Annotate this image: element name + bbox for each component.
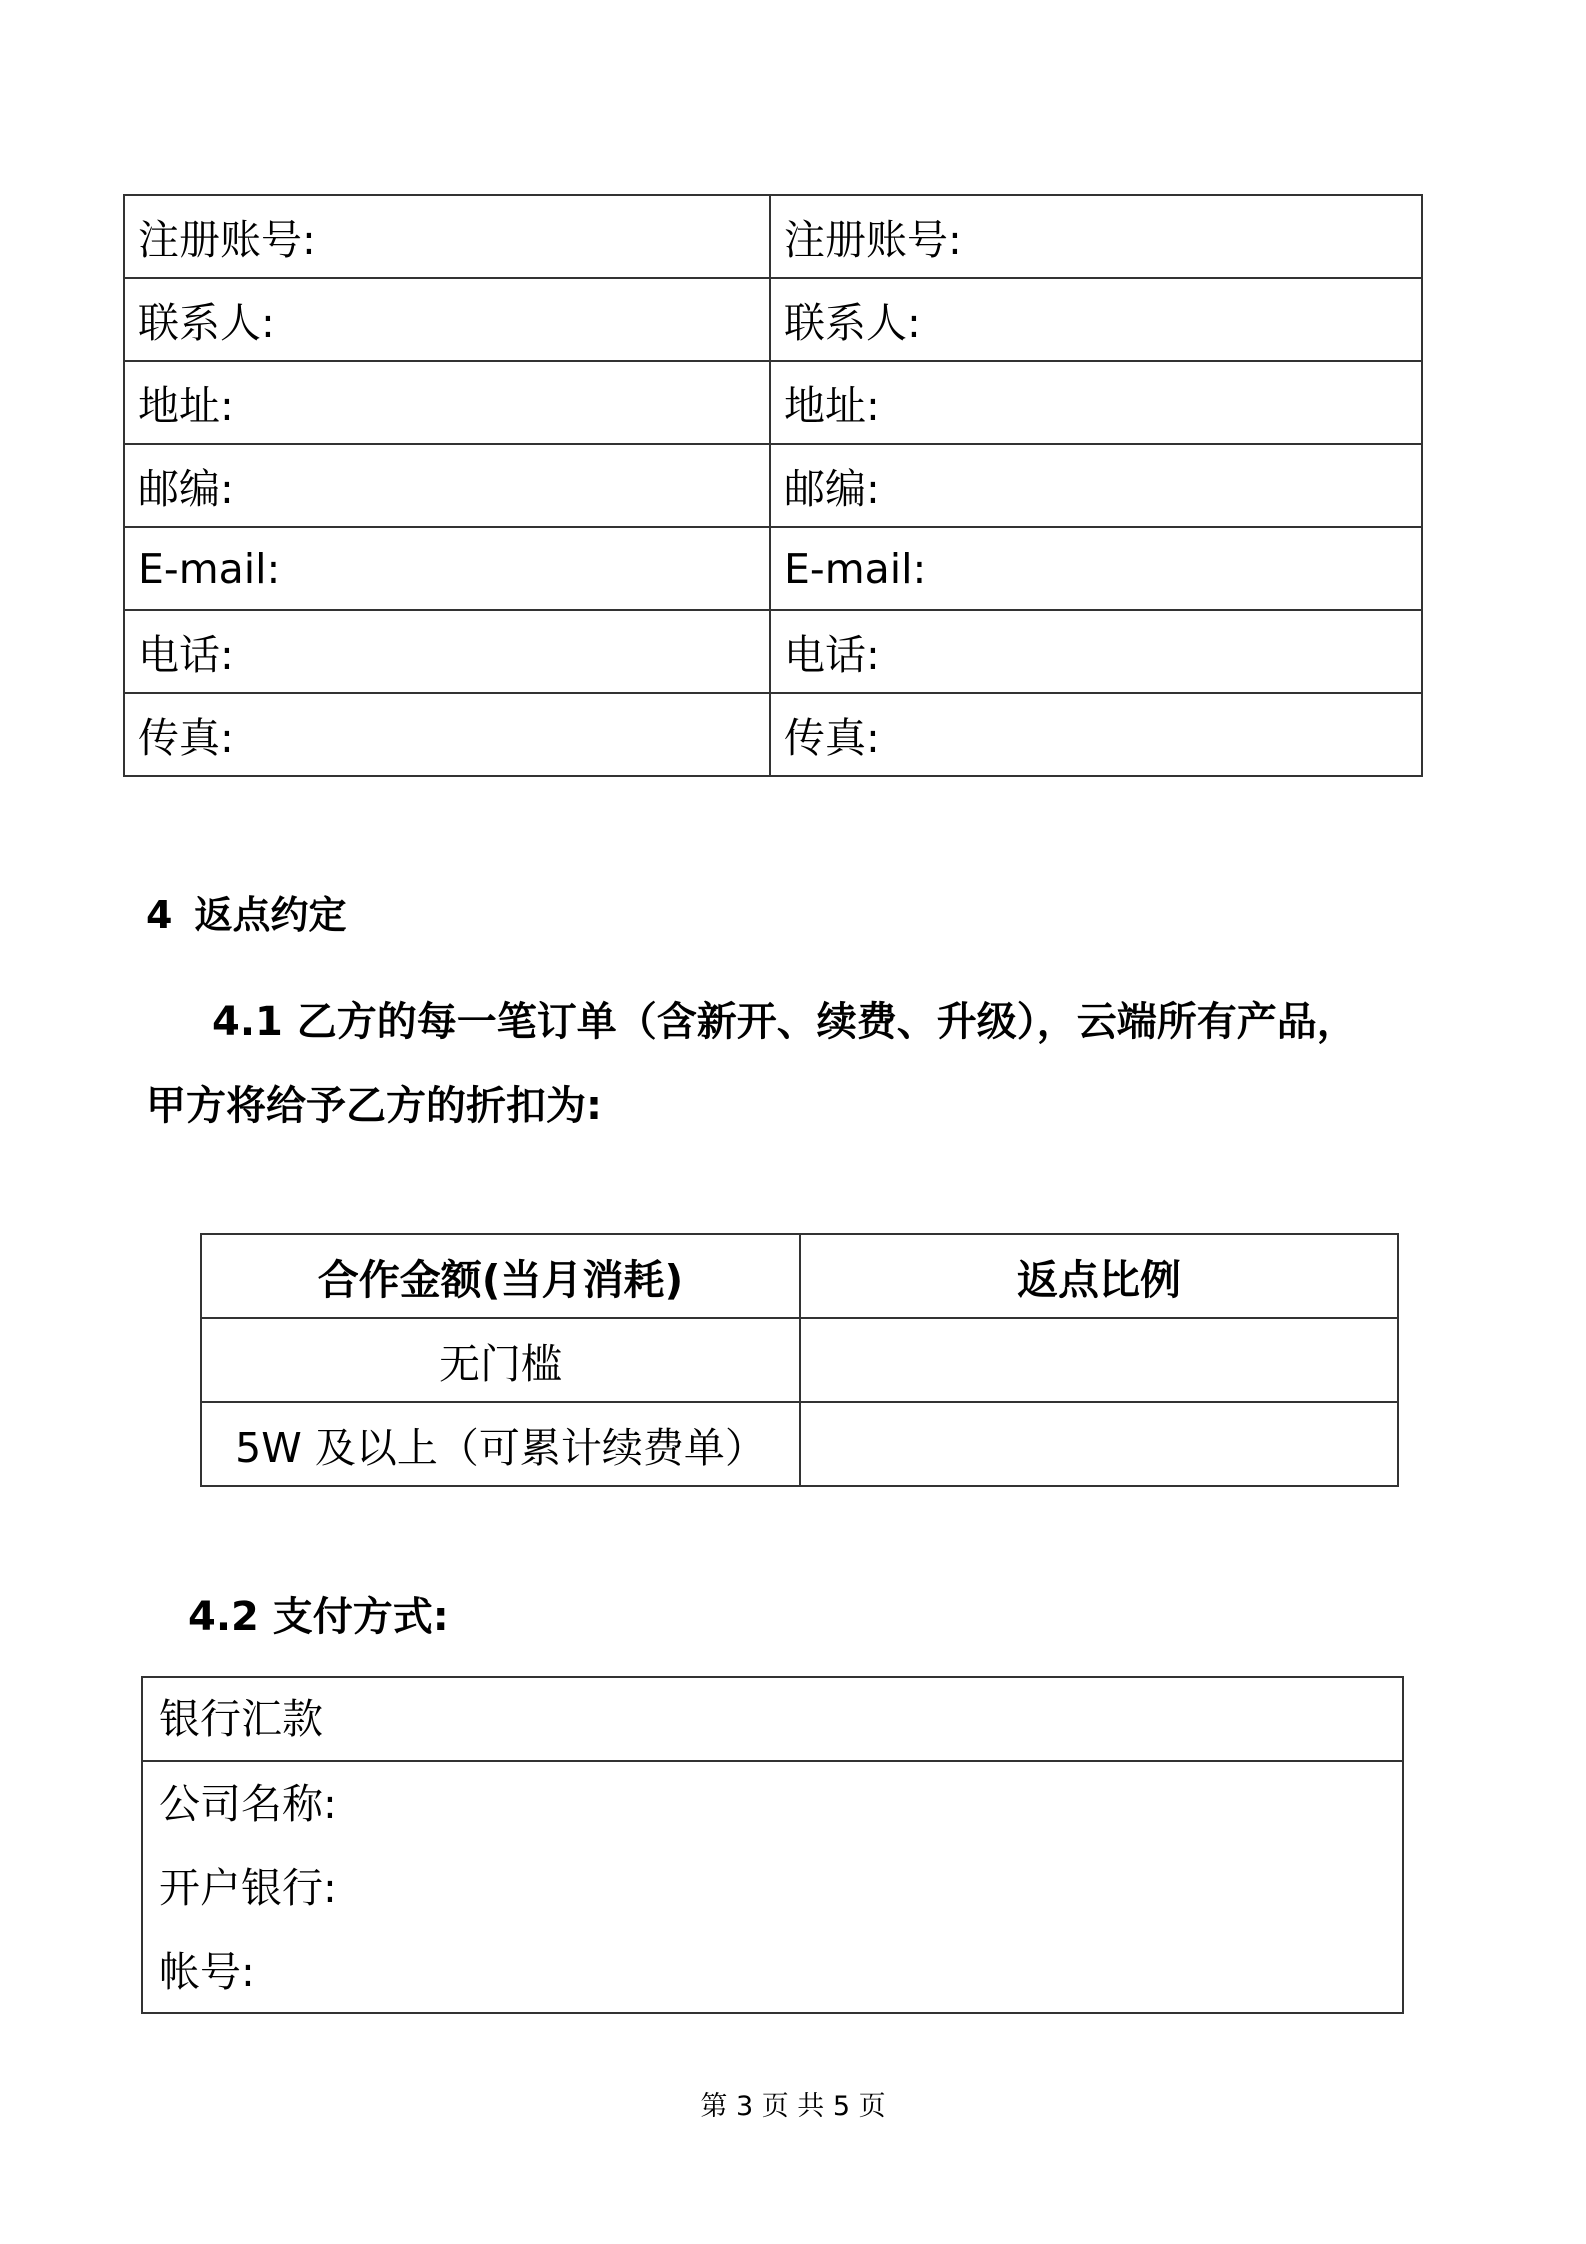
- bank-field: 开户银行:: [159, 1864, 337, 1912]
- table-row: [124, 610, 1422, 693]
- payment-method-heading: 4.2 支付方式:: [188, 1594, 449, 1640]
- rebate-ratio-cell: [800, 1318, 1398, 1402]
- clause-4-1: [146, 980, 1446, 1148]
- payment-info-box: [141, 1676, 1404, 2014]
- section-number: 4: [146, 893, 173, 937]
- table-row: [124, 361, 1422, 444]
- company-name-field: 公司名称:: [159, 1780, 337, 1828]
- party-a-postcode-cell: 邮编:: [124, 444, 770, 527]
- table-row: [201, 1318, 1398, 1402]
- page-number-footer: 第 3 页 共 5 页: [700, 2091, 886, 2122]
- party-b-fax-cell: 传真:: [770, 693, 1422, 776]
- amount-cell: 无门槛: [201, 1318, 800, 1402]
- table-row: [201, 1402, 1398, 1486]
- table-row: [124, 693, 1422, 776]
- amount-column-header: 合作金额(当月消耗): [201, 1234, 800, 1318]
- party-a-contact-cell: 联系人:: [124, 278, 770, 361]
- payment-method: 银行汇款: [143, 1678, 1402, 1762]
- rebate-ratio-cell: [800, 1402, 1398, 1486]
- party-a-email-cell: E-mail:: [124, 527, 770, 610]
- party-a-phone-cell: 电话:: [124, 610, 770, 693]
- table-header-row: [201, 1234, 1398, 1318]
- clause-4-1-line1: 4.1 乙方的每一笔订单（含新开、续费、升级），云端所有产品，: [212, 999, 1357, 1045]
- table-row: [124, 444, 1422, 527]
- party-b-postcode-cell: 邮编:: [770, 444, 1422, 527]
- party-a-address-cell: 地址:: [124, 361, 770, 444]
- contact-info-table: [123, 194, 1423, 777]
- party-a-fax-cell: 传真:: [124, 693, 770, 776]
- table-row: [124, 278, 1422, 361]
- section-4-heading: [146, 884, 346, 939]
- table-row: [124, 195, 1422, 278]
- party-b-contact-cell: 联系人:: [770, 278, 1422, 361]
- party-b-address-cell: 地址:: [770, 361, 1422, 444]
- table-row: [124, 527, 1422, 610]
- clause-4-1-line2: 甲方将给予乙方的折扣为:: [146, 1083, 602, 1129]
- party-b-email-cell: E-mail:: [770, 527, 1422, 610]
- account-number-field: 帐号:: [159, 1948, 255, 1996]
- rebate-ratio-column-header: 返点比例: [800, 1234, 1398, 1318]
- party-a-account-cell: 注册账号:: [124, 195, 770, 278]
- party-b-phone-cell: 电话:: [770, 610, 1422, 693]
- rebate-table: [200, 1233, 1399, 1487]
- section-title: 返点约定: [194, 893, 347, 937]
- party-b-account-cell: 注册账号:: [770, 195, 1422, 278]
- amount-cell: 5W 及以上（可累计续费单）: [201, 1402, 800, 1486]
